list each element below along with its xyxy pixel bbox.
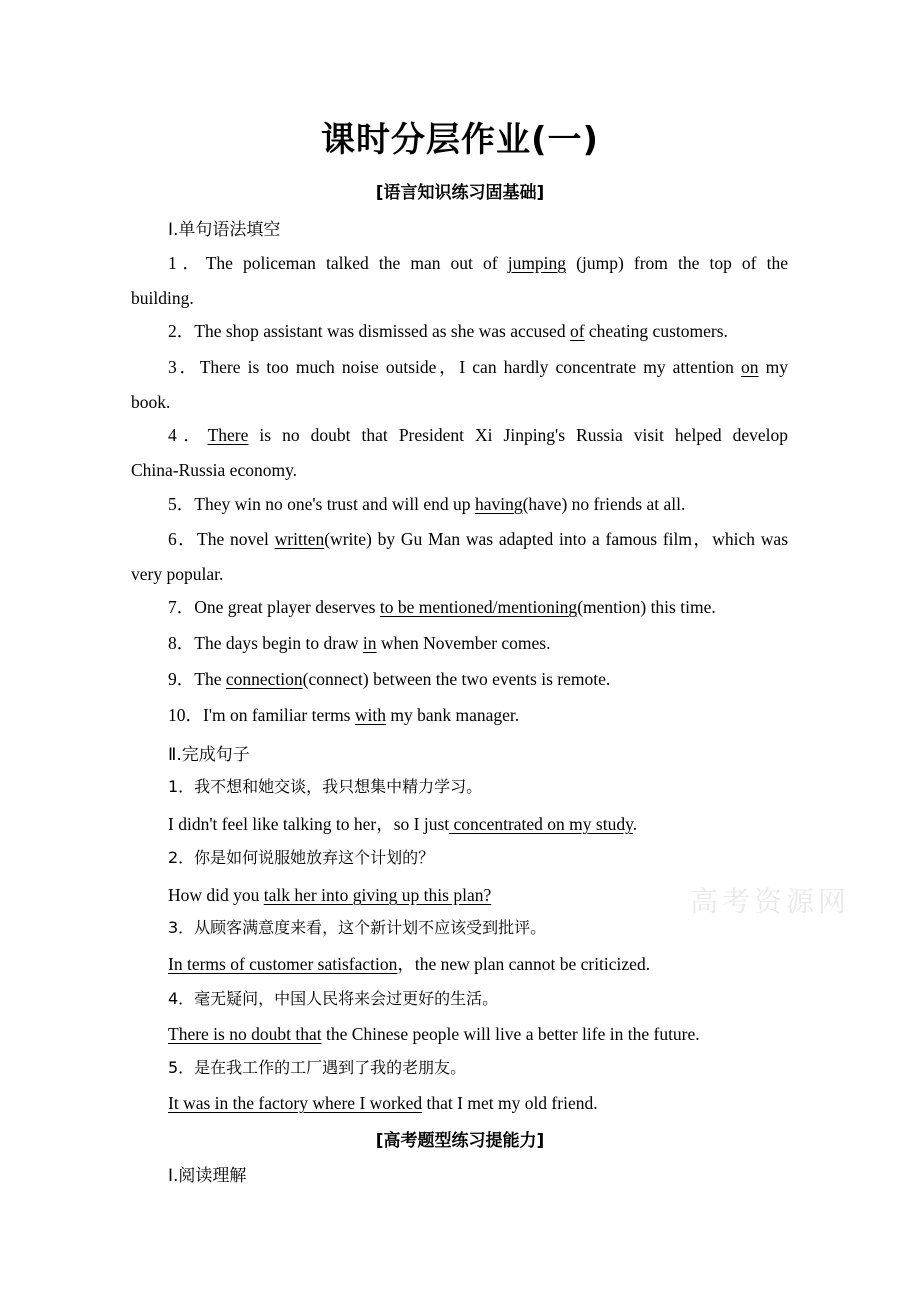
fill-item-5: 5．They win no one's trust and will end up having(have) no friends at all.: [168, 494, 686, 514]
fill-item-7: 7．One great player deserves to be mentioned/mentioning(mention) this time.: [168, 597, 716, 617]
section-heading-basics: [语言知识练习固基础]: [375, 183, 545, 203]
fill-item-3-continued: book.: [131, 392, 171, 412]
answer: There is no doubt that: [168, 1024, 322, 1044]
answer: to be mentioned/mentioning: [379, 597, 578, 617]
answer: connection: [225, 669, 303, 689]
sentence-answer-5: It was in the factory where I worked that I met my old friend.: [168, 1093, 598, 1113]
part-heading-complete-sentences: Ⅱ.完成句子: [168, 745, 250, 765]
page-title: 课时分层作业(一): [320, 120, 600, 160]
sentence-prompt-5: 5．是在我工作的工厂遇到了我的老朋友。: [168, 1058, 467, 1077]
answer: on: [741, 357, 759, 377]
answer: concentrated on my study: [449, 814, 633, 834]
fill-item-1-continued: building.: [131, 288, 194, 308]
answer: of: [569, 321, 585, 341]
sentence-answer-1: I didn't feel like talking to her，so I just concentrated on my study.: [168, 814, 638, 834]
fill-item-6-continued: very popular.: [131, 564, 224, 584]
sentence-answer-4: There is no doubt that the Chinese people will live a better life in the future.: [168, 1024, 700, 1044]
fill-item-2: 2．The shop assistant was dismissed as she was accused of cheating customers.: [168, 321, 728, 341]
answer: jumping: [507, 253, 567, 273]
sentence-answer-3: In terms of customer satisfaction，the new plan cannot be criticized.: [168, 954, 651, 974]
answer: having: [474, 494, 523, 514]
answer: It was in the factory where I worked: [168, 1093, 423, 1113]
sentence-prompt-3: 3．从顾客满意度来看，这个新计划不应该受到批评。: [168, 918, 547, 937]
fill-item-8: 8．The days begin to draw in when November comes.: [168, 633, 551, 653]
answer: talk her into giving up this plan?: [263, 885, 492, 905]
part-heading-reading: Ⅰ.阅读理解: [168, 1166, 247, 1186]
answer: in: [362, 633, 377, 653]
answer: with: [354, 705, 386, 725]
answer: There: [207, 425, 249, 445]
fill-item-6: 6．The novel written(write) by Gu Man was adapted into a famous film，which was: [168, 529, 788, 549]
fill-item-3: 3．There is too much noise outside，I can hardly concentrate my attention on my: [168, 357, 788, 377]
answer: In terms of customer satisfaction: [168, 954, 398, 974]
answer: written: [274, 529, 325, 549]
fill-item-1: 1．The policeman talked the man out of jumping (jump) from the top of the: [168, 253, 788, 273]
watermark: 高考资源网: [690, 885, 851, 918]
part-heading-grammar-fill: Ⅰ.单句语法填空: [168, 220, 281, 240]
fill-item-4-continued: China-Russia economy.: [131, 460, 298, 480]
section-heading-exam: [高考题型练习提能力]: [375, 1131, 545, 1151]
sentence-answer-2: How did you talk her into giving up this plan?: [168, 885, 492, 905]
fill-item-4: 4．There is no doubt that President Xi Jinping's Russia visit helped develop: [168, 425, 789, 445]
sentence-prompt-1: 1．我不想和她交谈，我只想集中精力学习。: [168, 777, 483, 796]
fill-item-10: 10．I'm on familiar terms with my bank manager.: [168, 705, 520, 725]
fill-item-9: 9．The connection(connect) between the two events is remote.: [168, 669, 611, 689]
sentence-prompt-4: 4．毫无疑问，中国人民将来会过更好的生活。: [168, 989, 499, 1008]
sentence-prompt-2: 2．你是如何说服她放弃这个计划的？: [168, 848, 435, 867]
